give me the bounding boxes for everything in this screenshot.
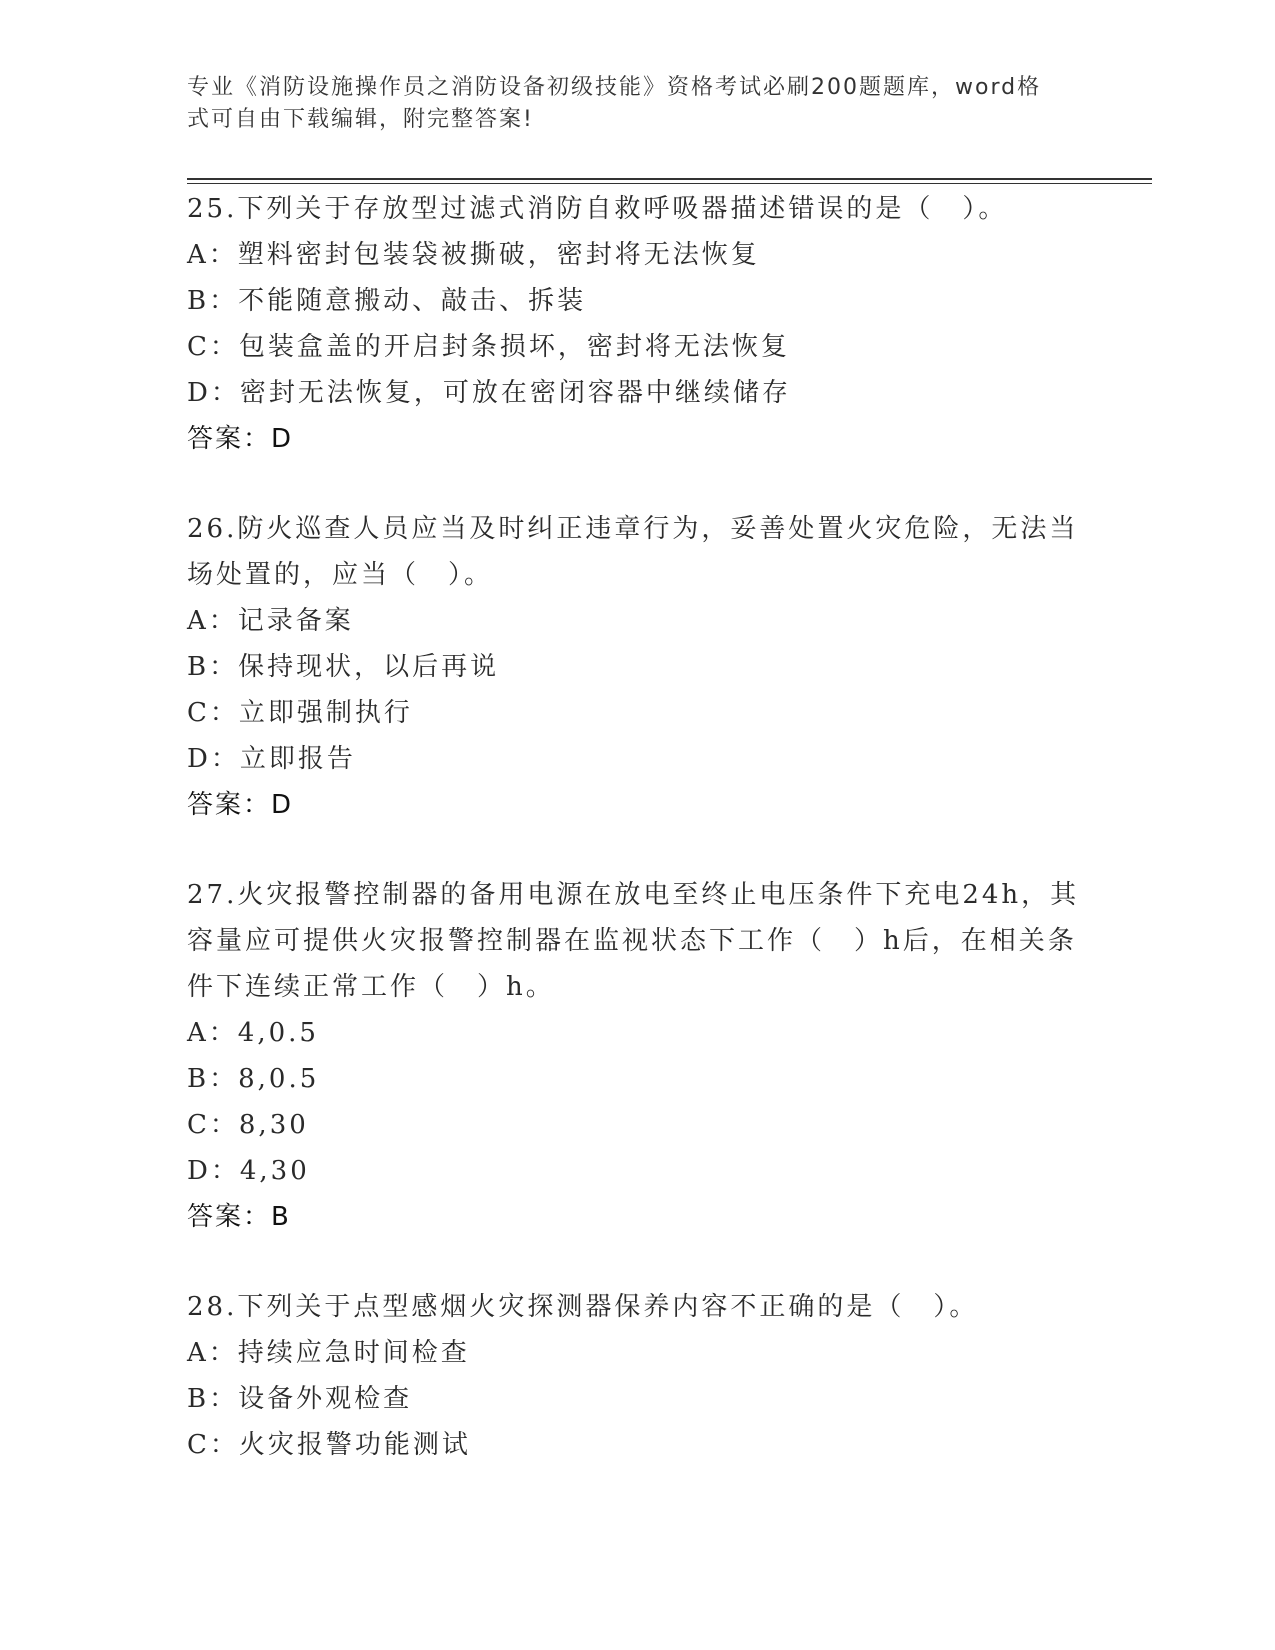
question-stem: 27.火灾报警控制器的备用电源在放电至终止电压条件下充电24h，其 xyxy=(187,880,1080,910)
option-c: C：包装盒盖的开启封条损坏，密封将无法恢复 xyxy=(187,332,790,362)
question-26 xyxy=(187,506,1087,828)
question-stem: 25.下列关于存放型过滤式消防自救呼吸器描述错误的是（ ）。 xyxy=(187,194,1008,224)
document-header xyxy=(187,72,1087,136)
option-d: D：立即报告 xyxy=(187,744,356,774)
question-25 xyxy=(187,186,1087,462)
option-a: A：4,0.5 xyxy=(187,1018,319,1048)
question-27 xyxy=(187,872,1087,1240)
option-c: C：8,30 xyxy=(187,1110,309,1140)
header-divider-thick xyxy=(187,178,1152,180)
option-b: B：保持现状，以后再说 xyxy=(187,652,500,682)
option-b: B：8,0.5 xyxy=(187,1064,320,1094)
question-stem-continued: 容量应可提供火灾报警控制器在监视状态下工作（ ）h后，在相关条 xyxy=(187,926,1077,956)
question-stem: 26.防火巡查人员应当及时纠正违章行为，妥善处置火灾危险，无法当 xyxy=(187,514,1079,544)
option-a: A：记录备案 xyxy=(187,606,354,636)
question-stem-continued: 场处置的，应当（ ）。 xyxy=(187,560,494,590)
header-line-2: 式可自由下载编辑，附完整答案! xyxy=(187,107,534,132)
question-list xyxy=(187,186,1087,1512)
option-b: B：不能随意搬动、敲击、拆装 xyxy=(187,286,587,316)
option-c: C：火灾报警功能测试 xyxy=(187,1430,471,1460)
answer-line: 答案：D xyxy=(187,424,294,454)
question-28 xyxy=(187,1284,1087,1468)
header-divider-thin xyxy=(187,183,1152,184)
question-stem: 28.下列关于点型感烟火灾探测器保养内容不正确的是（ ）。 xyxy=(187,1292,979,1322)
option-b: B：设备外观检查 xyxy=(187,1384,413,1414)
option-d: D：4,30 xyxy=(187,1156,310,1186)
option-a: A：持续应急时间检查 xyxy=(187,1338,470,1368)
option-a: A：塑料密封包装袋被撕破，密封将无法恢复 xyxy=(187,240,760,270)
answer-line: 答案：D xyxy=(187,790,294,820)
answer-line: 答案：B xyxy=(187,1202,291,1232)
option-d: D：密封无法恢复，可放在密闭容器中继续储存 xyxy=(187,378,791,408)
header-line-1: 专业《消防设施操作员之消防设备初级技能》资格考试必刷200题题库，word格 xyxy=(187,75,1042,100)
option-c: C：立即强制执行 xyxy=(187,698,413,728)
question-stem-continued: 件下连续正常工作（ ）h。 xyxy=(187,972,555,1002)
